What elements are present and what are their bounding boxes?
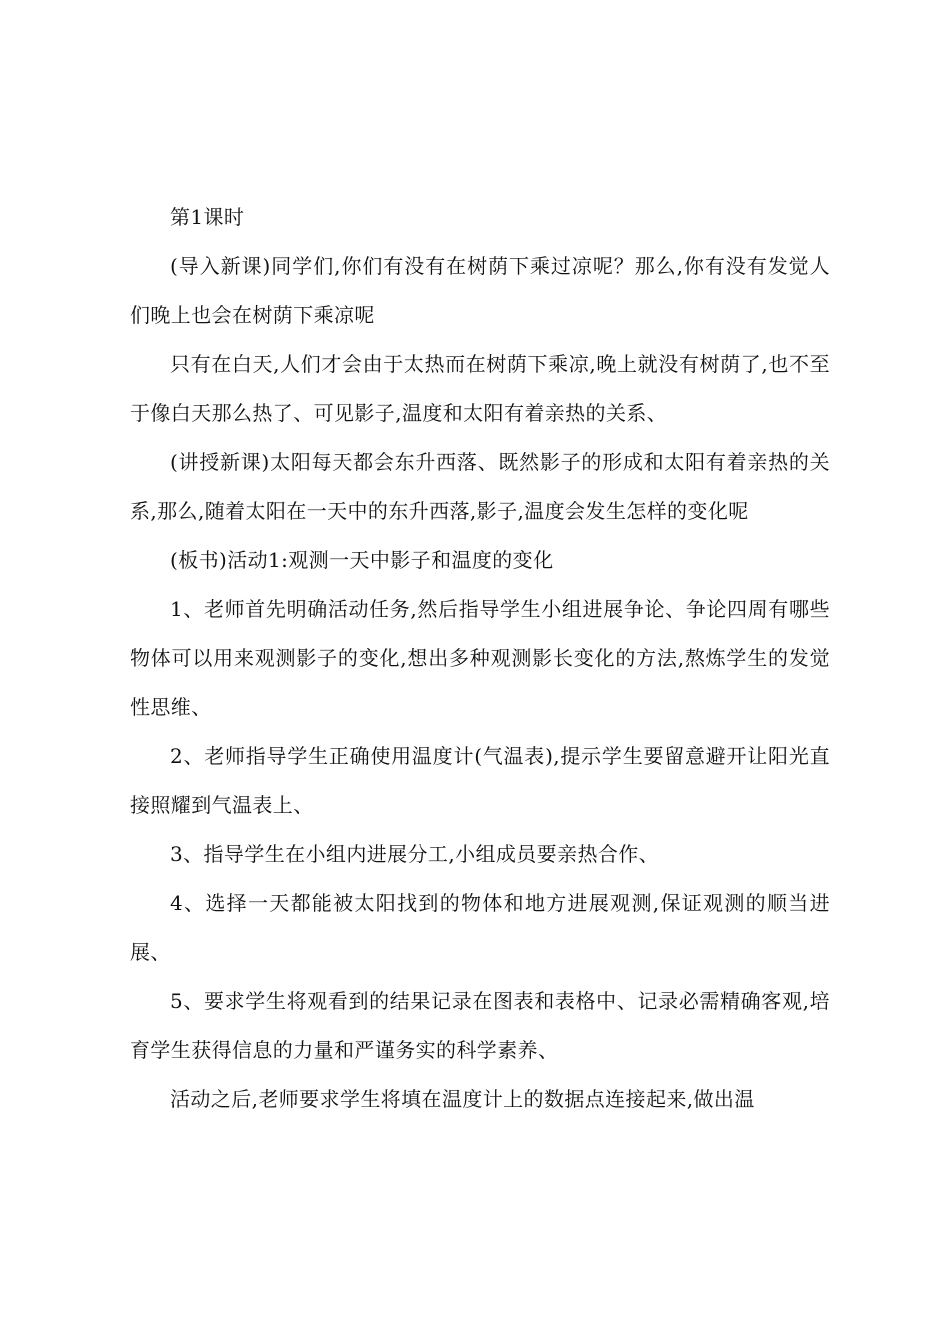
paragraph-step-2: 2、老师指导学生正确使用温度计(气温表),提示学生要留意避开让阳光直接照耀到气温表上、 (130, 744, 830, 817)
paragraph-step-1: 1、老师首先明确活动任务,然后指导学生小组进展争论、争论四周有哪些物体可以用来观测影子的变化,想出多种观测影长变化的方法,熬炼学生的发觉性思维、 (130, 597, 830, 719)
document-body (130, 193, 830, 1124)
paragraph-intro: (导入新课)同学们,你们有没有在树荫下乘过凉呢？那么,你有没有发觉人们晚上也会在树荫下乘凉呢 (130, 254, 830, 327)
paragraph-after-activity: 活动之后,老师要求学生将填在温度计上的数据点连接起来,做出温 (170, 1087, 755, 1111)
paragraph-shade: 只有在白天,人们才会由于太热而在树荫下乘凉,晚上就没有树荫了,也不至于像白天那么热了、可见影子,温度和太阳有着亲热的关系、 (130, 352, 830, 425)
paragraph-activity-title: (板书)活动1:观测一天中影子和温度的变化 (170, 548, 554, 572)
paragraph-step-5: 5、要求学生将观看到的结果记录在图表和表格中、记录必需精确客观,培育学生获得信息的力量和严谨务实的科学素养、 (130, 989, 830, 1062)
paragraph-new-lesson: (讲授新课)太阳每天都会东升西落、既然影子的形成和太阳有着亲热的关系,那么,随着太阳在一天中的东升西落,影子,温度会发生怎样的变化呢 (130, 450, 830, 523)
lesson-heading: 第1课时 (170, 205, 245, 229)
paragraph-step-4: 4、选择一天都能被太阳找到的物体和地方进展观测,保证观测的顺当进展、 (130, 891, 830, 964)
paragraph-step-3: 3、指导学生在小组内进展分工,小组成员要亲热合作、 (170, 842, 660, 866)
